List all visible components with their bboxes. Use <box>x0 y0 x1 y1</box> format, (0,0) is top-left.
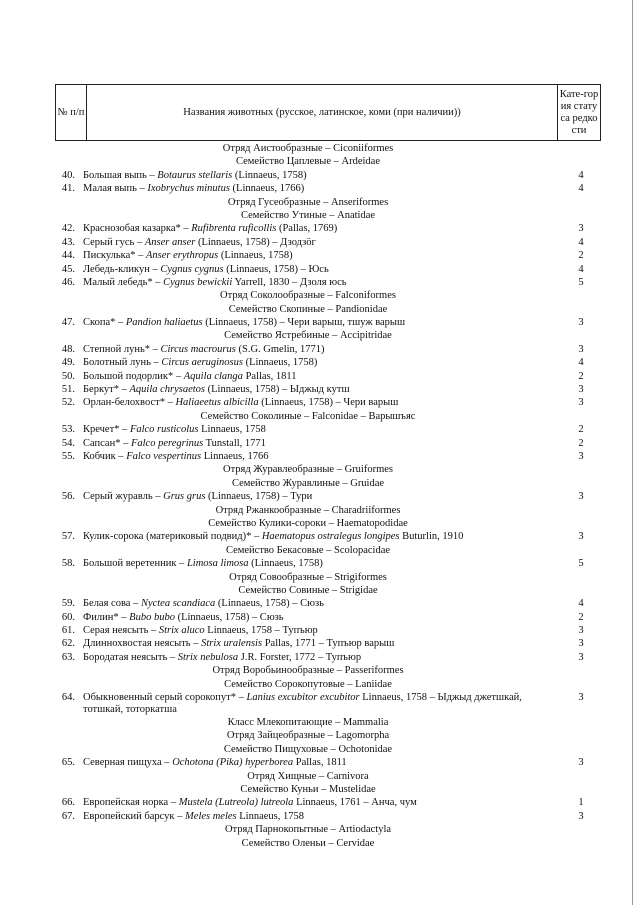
taxon-heading <box>55 209 601 222</box>
table-row <box>55 370 601 383</box>
taxon-heading-text: Семейство Ястребиные – Accipitridae <box>224 330 392 342</box>
taxon-heading-text: Семейство Утиные – Anatidae <box>240 209 376 221</box>
row-number: 53. <box>61 424 75 436</box>
latin-name: Pandion haliaetus <box>125 317 203 329</box>
author-and-komi-name: Linnaeus, 1758 <box>236 810 305 822</box>
species-name <box>83 651 361 664</box>
row-number: 41. <box>61 183 75 195</box>
table-row <box>55 450 601 463</box>
rarity-category: 5 <box>578 276 584 288</box>
table-row <box>55 437 601 450</box>
common-name: Болотный лунь – <box>83 357 162 369</box>
taxon-heading <box>55 544 601 557</box>
rarity-category: 3 <box>578 343 584 355</box>
table-row <box>55 249 601 262</box>
latin-name: Anser anser <box>144 236 196 248</box>
table-row <box>55 316 601 329</box>
row-number: 47. <box>61 317 75 329</box>
latin-name: Cygnus bewickii <box>163 276 233 288</box>
taxon-heading-text: Семейство Сорокопутовые – Laniidae <box>224 678 392 690</box>
common-name: Малый лебедь* – <box>83 276 164 288</box>
row-number: 67. <box>61 810 75 822</box>
taxon-heading-text: Семейство Цаплевые – Ardeidae <box>235 156 380 168</box>
latin-name: Ixobrychus minutus <box>147 183 230 195</box>
latin-name: Strix uralensis <box>201 638 263 650</box>
rarity-category: 4 <box>578 357 584 369</box>
row-number: 54. <box>61 437 75 449</box>
rarity-category: 2 <box>578 250 584 262</box>
table-row <box>55 182 601 195</box>
species-name <box>83 236 316 249</box>
latin-name: Cygnus cygnus <box>160 263 224 275</box>
latin-name: Falco vespertinus <box>126 450 202 462</box>
taxon-heading <box>55 196 601 209</box>
taxon-heading-text: Семейство Кулики-сороки – Haematopodidae <box>208 517 408 529</box>
species-name <box>83 249 293 262</box>
species-name <box>83 370 297 383</box>
taxon-heading <box>55 504 601 517</box>
taxon-heading <box>55 770 601 783</box>
author-and-komi-name: Linnaeus, 1758 – Ыджыд джетшкай, тотшкай, тоторкатша <box>83 692 522 716</box>
latin-name: Grus grus <box>163 491 206 503</box>
latin-name: Falco peregrinus <box>130 437 204 449</box>
rarity-category: 3 <box>578 692 584 704</box>
taxon-heading-text: Класс Млекопитающие – Mammalia <box>227 717 389 729</box>
common-name: Большой подорлик* – <box>83 370 184 382</box>
author-and-komi-name: Pallas, 1811 <box>242 370 297 382</box>
author-and-komi-name: (Linnaeus, 1758) <box>242 357 318 369</box>
taxon-heading <box>55 837 601 850</box>
rarity-category: 3 <box>578 531 584 543</box>
row-number: 64. <box>61 692 75 704</box>
table-row <box>55 611 601 624</box>
rarity-category: 3 <box>578 491 584 503</box>
taxon-heading-text: Отряд Ржанкообразные – Charadriiformes <box>215 504 401 516</box>
species-name <box>83 637 394 650</box>
taxon-heading-text: Отряд Совообразные – Strigiformes <box>229 571 387 583</box>
species-name <box>83 597 324 610</box>
table-row <box>55 383 601 396</box>
rarity-category: 3 <box>578 384 584 396</box>
header-names: Названия животных (русское, латинское, коми (при наличии)) <box>87 85 558 141</box>
row-number: 51. <box>61 384 75 396</box>
author-and-komi-name: (Linnaeus, 1758) <box>218 250 293 262</box>
species-name <box>83 810 304 823</box>
taxon-heading-text: Семейство Скопиные – Pandionidae <box>228 303 388 315</box>
common-name: Степной лунь* – <box>83 343 161 355</box>
author-and-komi-name: (Linnaeus, 1758) – Юсь <box>223 263 329 275</box>
table-row <box>55 423 601 436</box>
common-name: Обыкновенный серый сорокопут* – <box>83 692 247 704</box>
taxon-heading <box>55 571 601 584</box>
rarity-category: 4 <box>578 598 584 610</box>
table-row <box>55 637 601 650</box>
author-and-komi-name: (Linnaeus, 1758) – Тури <box>205 491 313 503</box>
author-and-komi-name: (S.G. Gmelin, 1771) <box>235 343 325 355</box>
taxon-heading <box>55 678 601 691</box>
species-name <box>83 530 463 543</box>
taxon-heading-text: Отряд Парнокопытные – Artiodactyla <box>224 824 392 836</box>
table-body <box>55 142 601 850</box>
taxon-heading <box>55 823 601 836</box>
table-row <box>55 356 601 369</box>
rarity-category: 2 <box>578 424 584 436</box>
author-and-komi-name: (Linnaeus, 1758) <box>232 169 307 181</box>
table-row <box>55 796 601 809</box>
species-name <box>83 343 325 356</box>
species-name <box>83 437 266 450</box>
table-row <box>55 624 601 637</box>
author-and-komi-name: (Linnaeus, 1758) – Чери варыш <box>258 397 399 409</box>
taxon-heading-text: Семейство Куньи – Mustelidae <box>240 783 376 795</box>
row-number: 42. <box>61 223 75 235</box>
taxon-heading-text: Семейство Пищуховые – Ochotonidae <box>223 743 393 755</box>
author-and-komi-name: J.R. Forster, 1772 – Тупъюр <box>238 651 362 663</box>
latin-name: Ochotona (Pika) hyperborea <box>172 757 294 769</box>
species-name <box>83 222 337 235</box>
rarity-category: 3 <box>578 651 584 663</box>
latin-name: Falco rusticolus <box>129 424 199 436</box>
taxon-heading-text: Отряд Воробьинообразные – Passeriformes <box>212 665 404 677</box>
author-and-komi-name: Linnaeus, 1758 <box>198 424 266 436</box>
table-row <box>55 276 601 289</box>
latin-name: Circus aeruginosus <box>161 357 243 369</box>
latin-name: Aquila chrysaetos <box>129 384 206 396</box>
author-and-komi-name: (Pallas, 1769) <box>276 223 338 235</box>
page-edge-line <box>632 0 633 905</box>
common-name: Большая выпь – <box>83 169 158 181</box>
row-number: 43. <box>61 236 75 248</box>
row-number: 50. <box>61 370 75 382</box>
taxon-heading-text: Семейство Журавлиные – Gruidae <box>231 477 385 489</box>
taxon-heading-text: Отряд Хищные – Carnivora <box>247 770 369 782</box>
common-name: Скопа* – <box>83 317 126 329</box>
latin-name: Anser erythropus <box>146 250 219 262</box>
common-name: Кобчик – <box>83 450 127 462</box>
species-name <box>83 490 312 503</box>
row-number: 65. <box>61 757 75 769</box>
species-name <box>83 169 307 182</box>
common-name: Северная пищуха – <box>83 757 173 769</box>
taxon-heading-text: Отряд Журавлеобразные – Gruiformes <box>222 464 393 476</box>
species-name <box>83 263 329 276</box>
rarity-category: 3 <box>578 450 584 462</box>
common-name: Беркут* – <box>83 384 130 396</box>
latin-name: Aquila clanga <box>183 370 243 382</box>
common-name: Белая сова – <box>83 598 141 610</box>
common-name: Орлан-белохвост* – <box>83 397 176 409</box>
latin-name: Bubo bubo <box>129 611 175 623</box>
taxon-heading <box>55 517 601 530</box>
taxon-heading <box>55 329 601 342</box>
row-number: 66. <box>61 797 75 809</box>
taxon-heading-text: Отряд Соколообразные – Falconiformes <box>220 290 396 302</box>
common-name: Кулик-сорока (материковый подвид)* – <box>83 531 262 543</box>
taxon-heading <box>55 142 601 155</box>
author-and-komi-name: Pallas, 1811 <box>293 757 347 769</box>
common-name: Серый журавль – <box>83 491 164 503</box>
rarity-category: 4 <box>578 183 584 195</box>
author-and-komi-name: Yarrell, 1830 – Дзоля юсь <box>232 276 347 288</box>
taxon-heading <box>55 155 601 168</box>
species-name <box>83 383 350 396</box>
common-name: Большой веретенник – <box>83 558 187 570</box>
taxon-heading <box>55 664 601 677</box>
rarity-category: 3 <box>578 810 584 822</box>
author-and-komi-name: (Linnaeus, 1758) – Чери варыш, тшуж варыш <box>202 317 406 329</box>
species-name <box>83 276 347 289</box>
row-number: 45. <box>61 263 75 275</box>
common-name: Европейская норка – <box>83 797 179 809</box>
latin-name: Haematopus ostralegus longipes <box>261 531 400 543</box>
rarity-category: 1 <box>578 797 584 809</box>
table-row <box>55 530 601 543</box>
common-name: Длиннохвостая неясыть – <box>83 638 202 650</box>
latin-name: Rufibrenta ruficollis <box>191 223 277 235</box>
author-and-komi-name: Pallas, 1771 – Тупъюр варыш <box>262 638 395 650</box>
table-row <box>55 490 601 503</box>
rarity-category: 3 <box>578 397 584 409</box>
author-and-komi-name: (Linnaeus, 1758) <box>248 558 323 570</box>
table-row <box>55 396 601 409</box>
latin-name: Limosa limosa <box>186 558 249 570</box>
latin-name: Haliaeetus albicilla <box>175 397 259 409</box>
taxon-heading <box>55 783 601 796</box>
table-row <box>55 343 601 356</box>
author-and-komi-name: Linnaeus, 1761 – Анча, чум <box>293 797 417 809</box>
taxon-heading <box>55 584 601 597</box>
table-row <box>55 169 601 182</box>
species-name <box>83 316 405 329</box>
row-number: 52. <box>61 397 75 409</box>
taxon-heading <box>55 743 601 756</box>
latin-name: Circus macrourus <box>160 343 236 355</box>
row-number: 49. <box>61 357 75 369</box>
header-number: № п/п <box>56 85 87 141</box>
row-number: 46. <box>61 276 75 288</box>
latin-name: Lanius excubitor excubitor <box>246 692 360 704</box>
row-number: 44. <box>61 250 75 262</box>
author-and-komi-name: Buturlin, 1910 <box>399 531 464 543</box>
species-name <box>83 692 553 716</box>
author-and-komi-name: Linnaeus, 1758 – Тупъюр <box>204 625 318 637</box>
rarity-category: 2 <box>578 437 584 449</box>
author-and-komi-name: (Linnaeus, 1766) <box>229 183 305 195</box>
taxon-heading <box>55 303 601 316</box>
table-row <box>55 756 601 769</box>
common-name: Серая неясыть – <box>83 625 159 637</box>
common-name: Серый гусь – <box>83 236 145 248</box>
table-row <box>55 810 601 823</box>
taxon-heading-text: Семейство Оленьи – Cervidae <box>241 837 375 849</box>
latin-name: Meles meles <box>185 810 237 822</box>
header-category: Кате-гория статуса редкости <box>558 85 601 141</box>
rarity-category: 3 <box>578 757 584 769</box>
common-name: Малая выпь – <box>83 183 148 195</box>
author-and-komi-name: Linnaeus, 1766 <box>201 450 269 462</box>
taxon-heading <box>55 289 601 302</box>
common-name: Лебедь-кликун – <box>83 263 161 275</box>
table-row <box>55 222 601 235</box>
taxon-heading-text: Семейство Совиные – Strigidae <box>238 584 378 596</box>
species-name <box>83 182 304 195</box>
table-row <box>55 557 601 570</box>
taxon-heading-text: Семейство Соколиные – Falconidae – Варышъяс <box>200 410 416 422</box>
species-name <box>83 611 284 624</box>
row-number: 57. <box>61 531 75 543</box>
rarity-category: 3 <box>578 223 584 235</box>
latin-name: Nyctea scandiaca <box>140 598 216 610</box>
row-number: 62. <box>61 638 75 650</box>
rarity-category: 3 <box>578 317 584 329</box>
taxon-heading <box>55 729 601 742</box>
taxon-heading <box>55 477 601 490</box>
rarity-category: 4 <box>578 263 584 275</box>
table-row <box>55 597 601 610</box>
row-number: 40. <box>61 169 75 181</box>
common-name: Краснозобая казарка* – <box>83 223 192 235</box>
taxon-heading-text: Отряд Зайцеобразные – Lagomorpha <box>226 730 390 742</box>
table-row <box>55 651 601 664</box>
taxon-heading-text: Семейство Бекасовые – Scolopacidae <box>225 544 391 556</box>
common-name: Бородатая неясыть – <box>83 651 178 663</box>
row-number: 58. <box>61 558 75 570</box>
species-name <box>83 423 266 436</box>
species-name <box>83 624 318 637</box>
row-number: 59. <box>61 598 75 610</box>
rarity-category: 5 <box>578 558 584 570</box>
table-row <box>55 691 601 716</box>
row-number: 61. <box>61 625 75 637</box>
taxon-heading <box>55 463 601 476</box>
common-name: Кречет* – <box>83 424 130 436</box>
species-name <box>83 557 323 570</box>
author-and-komi-name: (Linnaeus, 1758) – Сюзь <box>174 611 284 623</box>
rarity-category: 2 <box>578 611 584 623</box>
row-number: 60. <box>61 611 75 623</box>
species-name <box>83 396 398 409</box>
species-name <box>83 356 317 369</box>
rarity-category: 3 <box>578 625 584 637</box>
row-number: 56. <box>61 491 75 503</box>
row-number: 63. <box>61 651 75 663</box>
latin-name: Botaurus stellaris <box>157 169 233 181</box>
row-number: 48. <box>61 343 75 355</box>
table-row <box>55 263 601 276</box>
author-and-komi-name: (Linnaeus, 1758) – Ыджыд кутш <box>205 384 350 396</box>
latin-name: Strix aluco <box>158 625 205 637</box>
latin-name: Mustela (Lutreola) lutreola <box>178 797 294 809</box>
species-name <box>83 450 269 463</box>
taxon-heading <box>55 410 601 423</box>
taxon-heading-text: Отряд Аистообразные – Ciconiiformes <box>222 143 394 154</box>
taxon-heading <box>55 716 601 729</box>
latin-name: Strix nebulosa <box>177 651 239 663</box>
taxon-heading-text: Отряд Гусеобразные – Anseriformes <box>227 196 389 208</box>
rarity-category: 2 <box>578 370 584 382</box>
rarity-category: 4 <box>578 236 584 248</box>
author-and-komi-name: (Linnaeus, 1758) – Сюзь <box>215 598 324 610</box>
common-name: Пискулька* – <box>83 250 146 262</box>
table-header <box>55 84 601 141</box>
rarity-category: 3 <box>578 638 584 650</box>
common-name: Сапсан* – <box>83 437 131 449</box>
table-row <box>55 236 601 249</box>
author-and-komi-name: Tunstall, 1771 <box>203 437 266 449</box>
common-name: Европейский барсук – <box>83 810 186 822</box>
author-and-komi-name: (Linnaeus, 1758) – Дзодзӧг <box>195 236 316 248</box>
common-name: Филин* – <box>83 611 130 623</box>
species-name <box>83 796 417 809</box>
row-number: 55. <box>61 450 75 462</box>
rarity-category: 4 <box>578 169 584 181</box>
species-name <box>83 756 347 769</box>
